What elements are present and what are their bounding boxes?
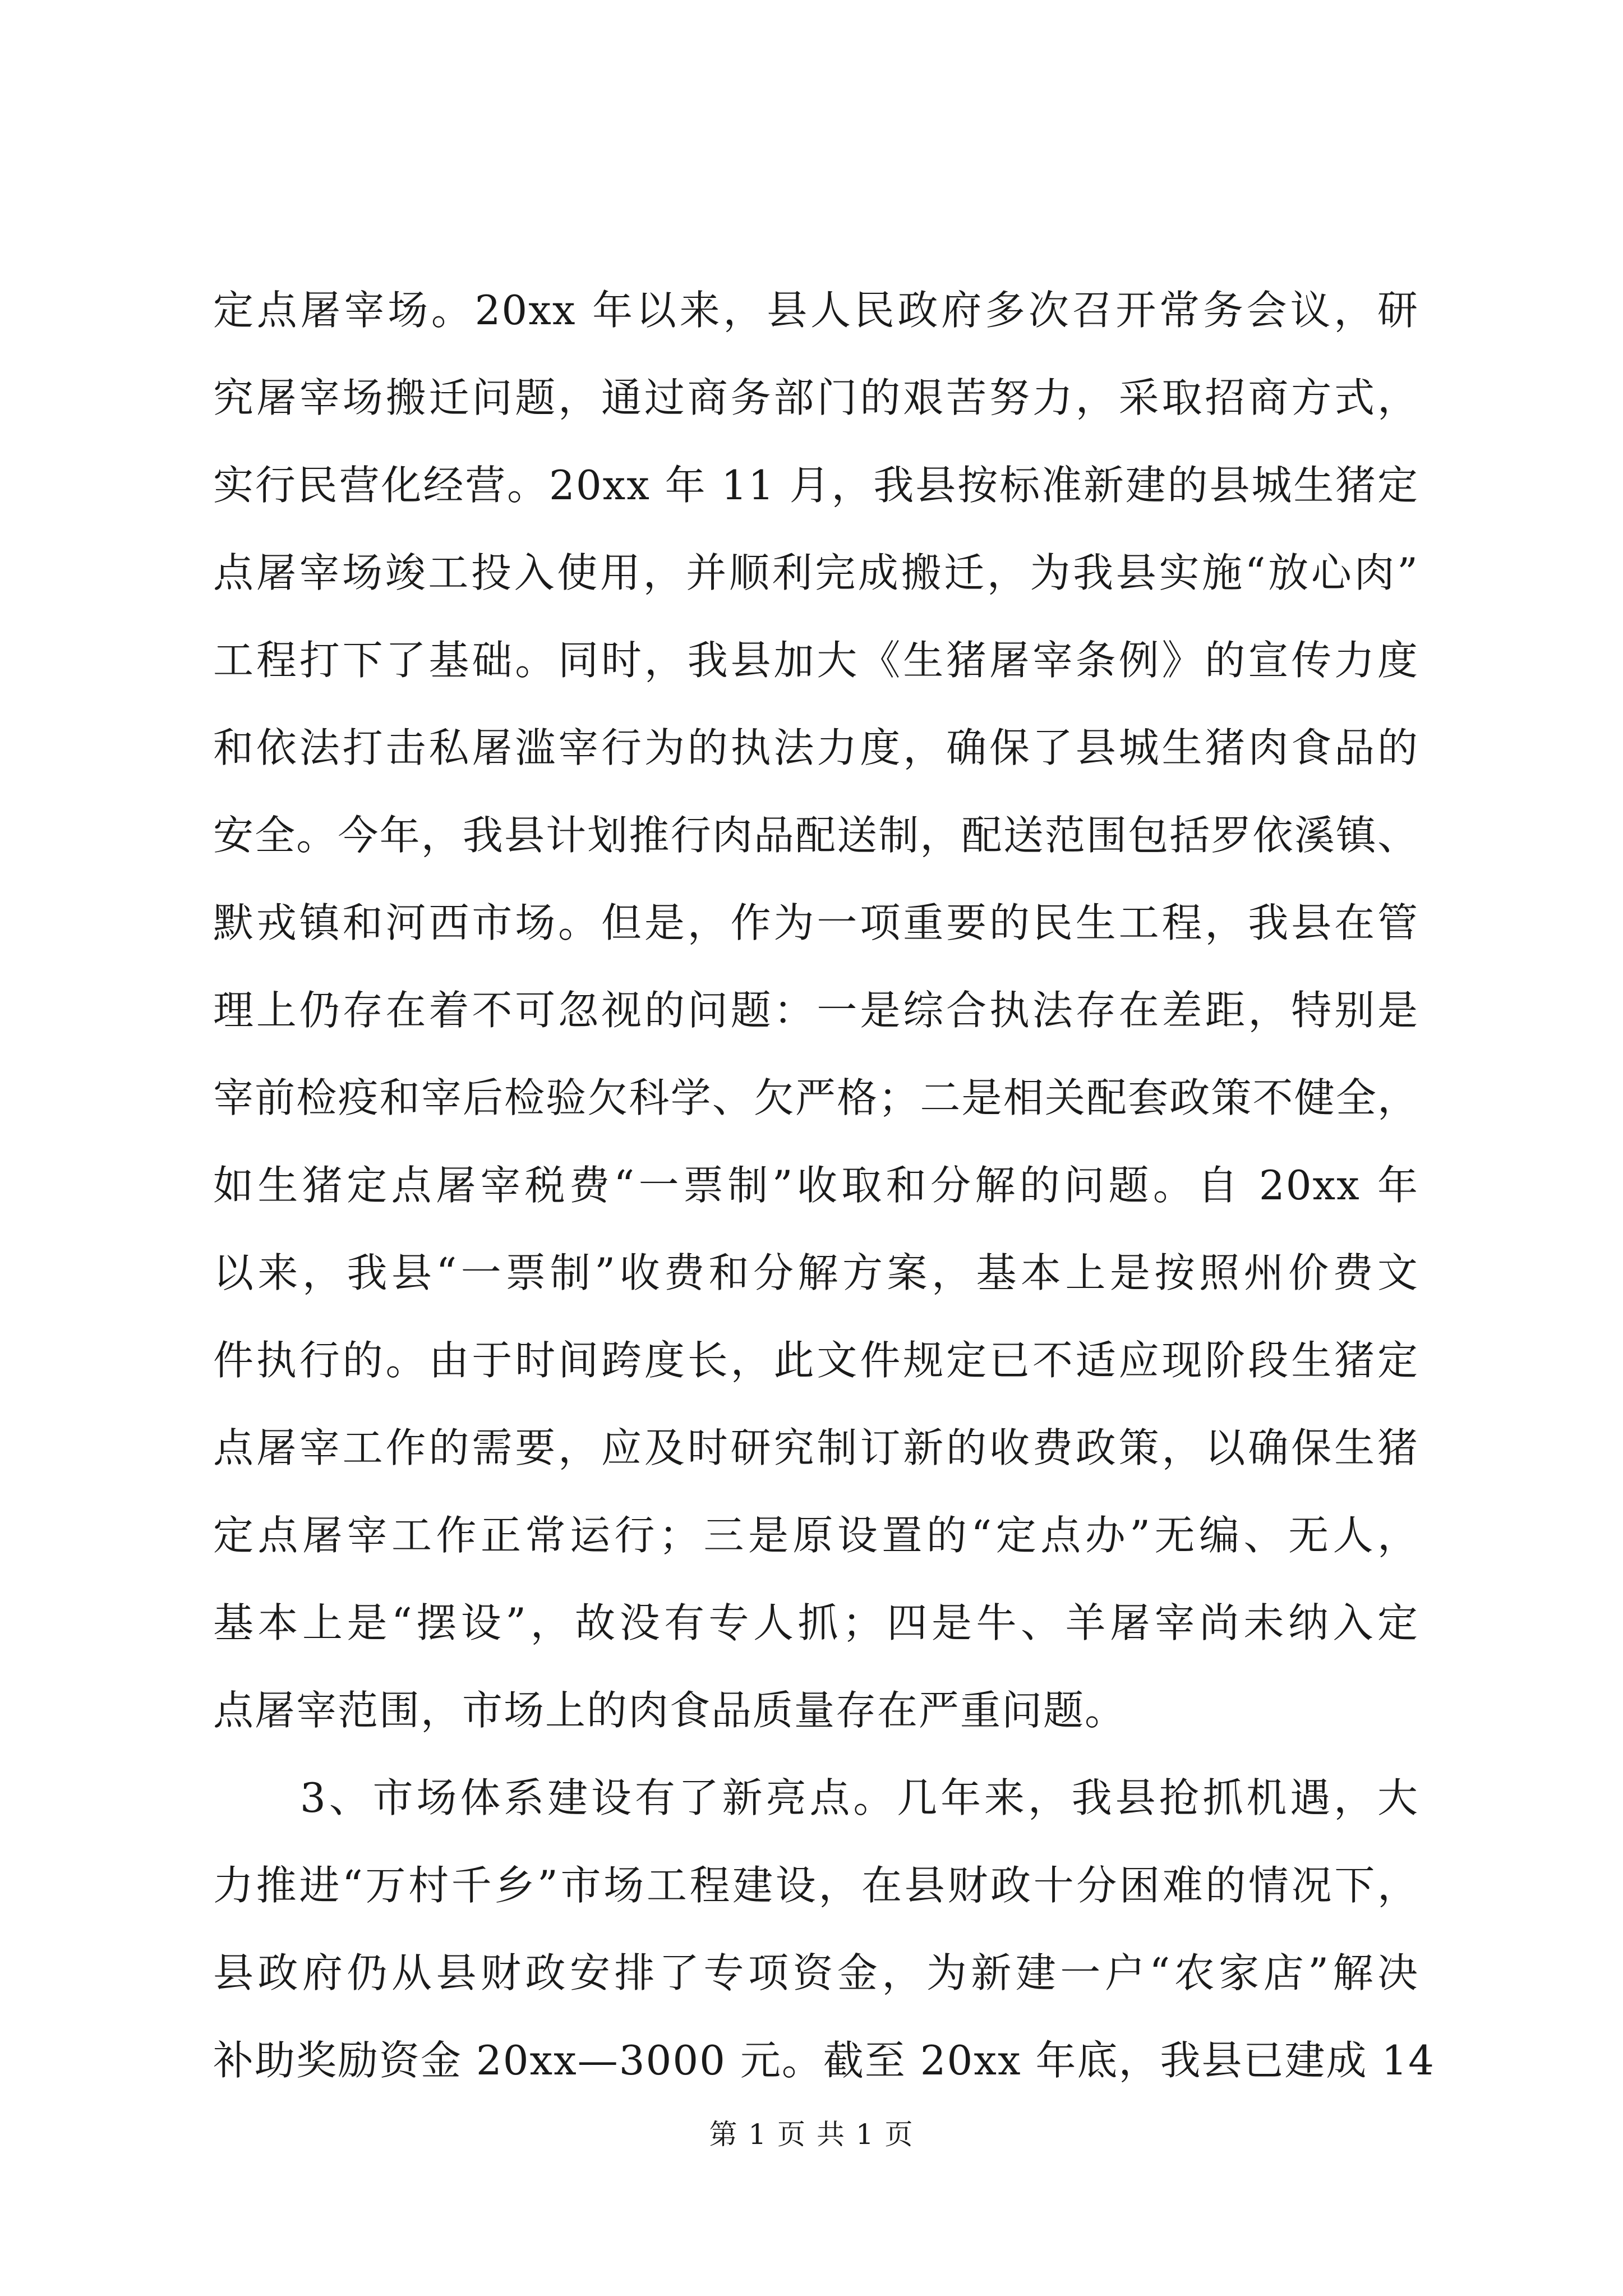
document-body (213, 266, 1435, 2104)
text-line-3: 实行民营化经营。20xx 年 11 月，我县按标准新建的县城生猪定 (213, 462, 1419, 509)
text-line-1: 定点屠宰场。20xx 年以来，县人民政府多次召开常务会议，研 (213, 287, 1419, 334)
text-line-21: 补助奖励资金 20xx—3000 元。截至 20xx 年底，我县已建成 14 (213, 2037, 1435, 2084)
text-line-16: 基本上是“摆设”，故没有专人抓；四是牛、羊屠宰尚未纳入定 (213, 1599, 1419, 1646)
text-line-5: 工程打下了基础。同时，我县加大《生猪屠宰条例》的宣传力度 (213, 637, 1419, 684)
text-line-13: 件执行的。由于时间跨度长，此文件规定已不适应现阶段生猪定 (213, 1337, 1419, 1384)
text-line-20: 县政府仍从县财政安排了专项资金，为新建一户“农家店”解决 (213, 1949, 1419, 1996)
text-line-18: 3、市场体系建设有了新亮点。几年来，我县抢抓机遇，大 (300, 1774, 1419, 1821)
text-line-15: 定点屠宰工作正常运行；三是原设置的“定点办”无编、无人， (213, 1512, 1419, 1559)
text-line-17: 点屠宰范围，市场上的肉食品质量存在严重问题。 (213, 1687, 1127, 1734)
page-footer: 第 1 页 共 1 页 (709, 2118, 914, 2151)
text-line-4: 点屠宰场竣工投入使用，并顺利完成搬迁，为我县实施“放心肉” (213, 549, 1419, 596)
text-line-14: 点屠宰工作的需要，应及时研究制订新的收费政策，以确保生猪 (213, 1424, 1419, 1471)
text-line-7: 安全。今年，我县计划推行肉品配送制，配送范围包括罗依溪镇、 (213, 812, 1419, 859)
text-line-10: 宰前检疫和宰后检验欠科学、欠严格；二是相关配套政策不健全， (213, 1074, 1419, 1121)
text-line-19: 力推进“万村千乡”市场工程建设，在县财政十分困难的情况下， (213, 1862, 1419, 1909)
text-line-8: 默戎镇和河西市场。但是，作为一项重要的民生工程，我县在管 (213, 899, 1419, 946)
text-line-11: 如生猪定点屠宰税费“一票制”收取和分解的问题。自 20xx 年 (213, 1162, 1419, 1209)
text-line-6: 和依法打击私屠滥宰行为的执法力度，确保了县城生猪肉食品的 (213, 724, 1419, 771)
text-line-9: 理上仍存在着不可忽视的问题：一是综合执法存在差距，特别是 (213, 987, 1419, 1034)
text-line-12: 以来，我县“一票制”收费和分解方案，基本上是按照州价费文 (213, 1249, 1419, 1296)
text-line-2: 究屠宰场搬迁问题，通过商务部门的艰苦努力，采取招商方式， (213, 374, 1419, 421)
